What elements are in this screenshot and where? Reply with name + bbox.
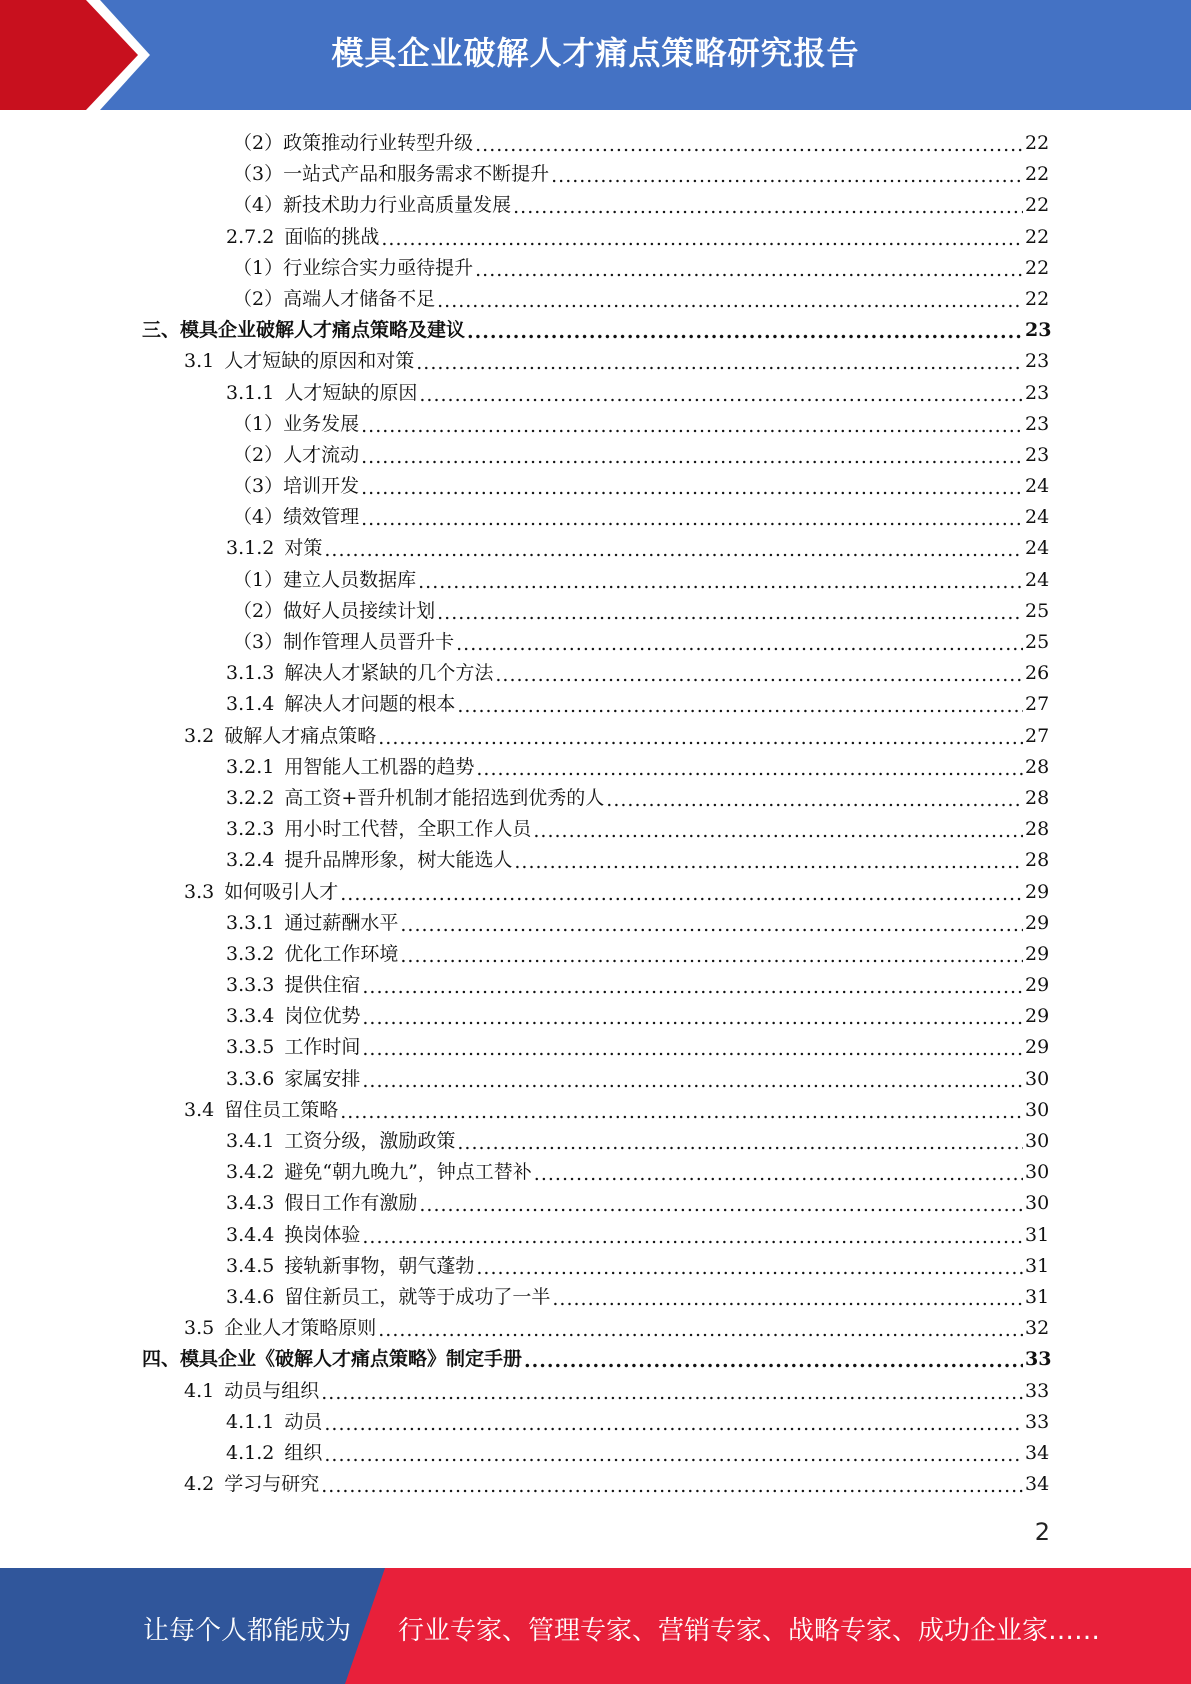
toc-entry-number: 3.5: [184, 1317, 215, 1340]
toc-entry-number: 3.2.1: [226, 755, 275, 778]
toc-entry[interactable]: [0, 1407, 1191, 1438]
toc-entry-label: 面临的挑战: [284, 225, 380, 248]
toc-entry-number: （2）: [233, 599, 284, 622]
toc-entry[interactable]: [0, 689, 1191, 720]
toc-entry[interactable]: [0, 1344, 1191, 1375]
toc-entry-label: 人才短缺的原因: [284, 381, 418, 404]
toc-entry-page: 22: [1025, 163, 1050, 186]
toc-entry[interactable]: [0, 658, 1191, 689]
toc-entry-page: 27: [1025, 724, 1050, 747]
toc-entry[interactable]: [0, 1220, 1191, 1251]
toc-entry-number: 3.2: [184, 724, 215, 747]
toc-entry-page: 29: [1025, 911, 1050, 934]
toc-entry-page: 23: [1025, 443, 1050, 466]
toc-dot-leader: [324, 1440, 1023, 1471]
toc-entry-label: 新技术助力行业高质量发展: [283, 194, 512, 217]
toc-entry-label: 三、模具企业破解人才痛点策略及建议: [142, 319, 466, 342]
page-number: 2: [1034, 1518, 1050, 1546]
footer-slogan-left: 让每个人都能成为: [143, 1616, 352, 1646]
toc-entry-page: 33: [1025, 1348, 1052, 1371]
toc-entry[interactable]: [0, 378, 1191, 409]
toc-entry[interactable]: [0, 1064, 1191, 1095]
toc-dot-leader: [400, 941, 1023, 972]
toc-entry[interactable]: [0, 596, 1191, 627]
toc-entry-number: 3.1: [184, 350, 215, 373]
toc-entry[interactable]: [0, 814, 1191, 845]
toc-entry-page: 22: [1025, 225, 1050, 248]
toc-entry[interactable]: [0, 1251, 1191, 1282]
toc-entry-page: 34: [1025, 1473, 1050, 1496]
toc-dot-leader: [456, 629, 1023, 660]
toc-entry[interactable]: [0, 190, 1191, 221]
toc-entry-number: 4.2: [184, 1473, 215, 1496]
toc-entry-number: 3.4.4: [226, 1223, 275, 1246]
toc-entry-label: 四、模具企业《破解人才痛点策略》制定手册: [142, 1348, 523, 1371]
toc-entry-label: 人才流动: [283, 443, 360, 466]
toc-entry[interactable]: [0, 1469, 1191, 1500]
toc-dot-leader: [362, 1034, 1023, 1065]
toc-entry[interactable]: [0, 908, 1191, 939]
toc-entry-page: 27: [1025, 693, 1050, 716]
toc-entry-page: 29: [1025, 880, 1050, 903]
toc-entry[interactable]: [0, 783, 1191, 814]
toc-entry-label: 破解人才痛点策略: [224, 724, 377, 747]
toc-entry[interactable]: [0, 346, 1191, 377]
toc-entry-label: 提供住宿: [284, 974, 361, 997]
toc-dot-leader: [495, 660, 1023, 691]
toc-entry-page: 28: [1025, 818, 1050, 841]
toc-entry-label: 高端人才储备不足: [283, 287, 436, 310]
toc-dot-leader: [416, 348, 1023, 379]
toc-entry-number: 3.2.3: [226, 818, 275, 841]
toc-dot-leader: [533, 816, 1023, 847]
toc-entry[interactable]: [0, 253, 1191, 284]
toc-entry-page: 24: [1025, 506, 1050, 529]
toc-entry-page: 22: [1025, 132, 1050, 154]
toc-entry-number: 3.4.5: [226, 1254, 275, 1277]
toc-entry[interactable]: [0, 471, 1191, 502]
toc-dot-leader: [606, 785, 1023, 816]
toc-entry-number: 3.3.3: [226, 974, 275, 997]
toc-entry-page: 24: [1025, 475, 1050, 498]
toc-entry[interactable]: [0, 752, 1191, 783]
toc-entry-page: 24: [1025, 537, 1050, 560]
toc-entry[interactable]: [0, 565, 1191, 596]
toc-entry-number: 4.1: [184, 1379, 215, 1402]
toc-entry[interactable]: [0, 1157, 1191, 1188]
toc-entry-label: 制作管理人员晋升卡: [283, 631, 455, 653]
toc-entry-number: （2）: [233, 443, 284, 466]
toc-entry-label: 如何吸引人才: [224, 880, 339, 903]
toc-entry-label: 企业人才策略原则: [224, 1317, 377, 1340]
toc-entry-number: （1）: [233, 256, 284, 279]
toc-dot-leader: [513, 192, 1023, 223]
report-title: 模具企业破解人才痛点策略研究报告: [331, 34, 860, 72]
footer-slogan-right: 行业专家、管理专家、营销专家、战略专家、成功企业家……: [398, 1616, 1101, 1646]
toc-dot-leader: [552, 1284, 1023, 1315]
toc-entry-label: 一站式产品和服务需求不断提升: [283, 163, 550, 186]
toc-entry-page: 23: [1025, 350, 1050, 373]
toc-dot-leader: [551, 161, 1023, 192]
toc-entry-number: （2）: [233, 287, 284, 310]
toc-entry-page: 31: [1025, 1285, 1050, 1308]
toc-dot-leader: [361, 473, 1023, 504]
toc-entry[interactable]: [0, 502, 1191, 533]
toc-dot-leader: [476, 1253, 1023, 1284]
toc-entry-number: 3.3.6: [226, 1067, 275, 1090]
toc-entry-page: 34: [1025, 1441, 1050, 1464]
toc-entry-page: 30: [1025, 1192, 1050, 1215]
toc-entry-page: 24: [1025, 568, 1050, 591]
toc-dot-leader: [378, 723, 1023, 754]
toc-entry-page: 29: [1025, 1005, 1050, 1028]
toc-entry-number: （3）: [233, 631, 284, 653]
toc-entry[interactable]: [0, 284, 1191, 315]
toc-entry-number: 2.7.2: [226, 225, 275, 248]
toc-entry-label: 组织: [284, 1441, 323, 1464]
toc-entry[interactable]: [0, 315, 1191, 346]
toc-dot-leader: [340, 1097, 1023, 1128]
toc-entry-number: 3.3.1: [226, 911, 275, 934]
toc-entry-page: 22: [1025, 256, 1050, 279]
toc-dot-leader: [321, 1378, 1023, 1409]
toc-entry[interactable]: [0, 1095, 1191, 1126]
toc-entry-number: （4）: [233, 506, 284, 529]
toc-entry[interactable]: [0, 1313, 1191, 1344]
toc-entry[interactable]: [0, 409, 1191, 440]
toc-entry-page: 23: [1025, 319, 1052, 342]
toc-entry-page: 32: [1025, 1317, 1050, 1340]
toc-dot-leader: [400, 910, 1023, 941]
toc-dot-leader: [524, 1346, 1023, 1377]
toc-entry-label: 解决人才紧缺的几个方法: [284, 662, 494, 685]
toc-dot-leader: [362, 1222, 1023, 1253]
toc-entry-number: 3.1.3: [226, 662, 275, 685]
toc-entry-label: 做好人员接续计划: [283, 599, 436, 622]
toc-entry-page: 25: [1025, 631, 1050, 653]
toc-entry[interactable]: [0, 939, 1191, 970]
toc-entry[interactable]: [0, 1032, 1191, 1063]
toc-entry-label: 假日工作有激励: [284, 1192, 418, 1215]
toc-entry[interactable]: [0, 845, 1191, 876]
toc-entry[interactable]: [0, 1376, 1191, 1407]
toc-entry-page: 23: [1025, 381, 1050, 404]
toc-entry[interactable]: [0, 1282, 1191, 1313]
toc-dot-leader: [457, 1128, 1023, 1159]
toc-entry[interactable]: [0, 877, 1191, 908]
toc-dot-leader: [340, 879, 1023, 910]
toc-entry-page: 30: [1025, 1098, 1050, 1121]
toc-entry-number: 3.3.2: [226, 942, 275, 965]
toc-entry-label: 政策推动行业转型升级: [283, 132, 474, 154]
toc-dot-leader: [467, 317, 1023, 348]
toc-entry-label: 绩效管理: [283, 506, 360, 529]
toc-dot-leader: [321, 1471, 1023, 1502]
toc-entry-page: 28: [1025, 849, 1050, 872]
toc-dot-leader: [534, 1159, 1023, 1190]
toc-dot-leader: [437, 598, 1023, 629]
toc-dot-leader: [361, 442, 1023, 473]
toc-entry-page: 23: [1025, 412, 1050, 435]
toc-entry-label: 通过薪酬水平: [284, 911, 399, 934]
toc-dot-leader: [378, 1315, 1023, 1346]
toc-entry-label: 避免“朝九晚九”，钟点工替补: [284, 1161, 532, 1184]
toc-entry-label: 解决人才问题的根本: [284, 693, 456, 716]
toc-entry-number: （3）: [233, 475, 284, 498]
toc-entry-number: 3.4.2: [226, 1161, 275, 1184]
toc-entry-label: 对策: [284, 537, 323, 560]
toc-dot-leader: [324, 1409, 1023, 1440]
toc-dot-leader: [324, 535, 1023, 566]
toc-entry-label: 换岗体验: [284, 1223, 361, 1246]
toc-entry-page: 33: [1025, 1379, 1050, 1402]
toc-entry-label: 学习与研究: [224, 1473, 320, 1496]
toc-entry-page: 28: [1025, 755, 1050, 778]
toc-entry-label: 建立人员数据库: [283, 568, 417, 591]
toc-entry-page: 22: [1025, 287, 1050, 310]
toc-dot-leader: [475, 255, 1023, 286]
toc-entry[interactable]: [0, 533, 1191, 564]
toc-entry-label: 工作时间: [284, 1036, 361, 1059]
toc-entry-label: 高工资+晋升机制才能招选到优秀的人: [284, 786, 605, 809]
toc-dot-leader: [457, 691, 1023, 722]
toc-entry-number: 3.3.5: [226, 1036, 275, 1059]
toc-entry-number: 3.3: [184, 880, 215, 903]
toc-entry-page: 31: [1025, 1223, 1050, 1246]
header-bar: [0, 0, 1191, 110]
toc-entry[interactable]: [0, 1438, 1191, 1469]
toc-entry-number: （4）: [233, 194, 284, 217]
toc-entry-page: 29: [1025, 974, 1050, 997]
toc-entry-label: 用智能人工机器的趋势: [284, 755, 475, 778]
toc-entry-label: 动员: [284, 1410, 323, 1433]
toc-entry-label: 培训开发: [283, 475, 360, 498]
toc-entry-number: （2）: [233, 132, 284, 154]
toc-entry-number: 3.4: [184, 1098, 215, 1121]
toc-dot-leader: [514, 847, 1023, 878]
toc-dot-leader: [362, 972, 1023, 1003]
toc-entry-label: 动员与组织: [224, 1379, 320, 1402]
toc-entry[interactable]: [0, 159, 1191, 190]
toc-entry-label: 优化工作环境: [284, 942, 399, 965]
toc-entry-page: 30: [1025, 1161, 1050, 1184]
toc-dot-leader: [476, 754, 1023, 785]
toc-entry-number: 3.4.3: [226, 1192, 275, 1215]
toc-dot-leader: [362, 1066, 1023, 1097]
toc-entry-page: 30: [1025, 1130, 1050, 1152]
toc-entry-number: （3）: [233, 163, 284, 186]
footer-bar: [0, 1568, 1191, 1684]
toc-entry-label: 人才短缺的原因和对策: [224, 350, 415, 373]
toc-entry-page: 29: [1025, 1036, 1050, 1059]
toc-entry-number: 3.2.4: [226, 849, 275, 872]
toc-dot-leader: [418, 567, 1023, 598]
toc-entry-number: （1）: [233, 568, 284, 591]
toc-entry-label: 业务发展: [283, 412, 360, 435]
table-of-contents: [0, 128, 1191, 1500]
toc-dot-leader: [437, 286, 1023, 317]
toc-dot-leader: [419, 380, 1023, 411]
toc-entry[interactable]: [0, 440, 1191, 471]
toc-entry-label: 工资分级，激励政策: [284, 1130, 456, 1152]
toc-entry-label: 提升品牌形象，树大能选人: [284, 849, 513, 872]
toc-entry-label: 接轨新事物，朝气蓬勃: [284, 1254, 475, 1277]
toc-entry-page: 30: [1025, 1067, 1050, 1090]
toc-entry-label: 留住新员工，就等于成功了一半: [284, 1285, 551, 1308]
toc-entry-page: 31: [1025, 1254, 1050, 1277]
toc-entry-number: 3.1.4: [226, 693, 275, 716]
toc-entry[interactable]: [0, 1126, 1191, 1157]
toc-entry-page: 22: [1025, 194, 1050, 217]
toc-entry-page: 33: [1025, 1410, 1050, 1433]
toc-entry-label: 行业综合实力亟待提升: [283, 256, 474, 279]
toc-entry-number: 4.1.1: [226, 1410, 275, 1433]
toc-entry-number: 3.1.2: [226, 537, 275, 560]
toc-entry[interactable]: [0, 222, 1191, 253]
toc-entry-number: 3.3.4: [226, 1005, 275, 1028]
toc-entry[interactable]: [0, 128, 1191, 159]
toc-entry-number: 4.1.2: [226, 1441, 275, 1464]
toc-entry-number: 3.4.1: [226, 1130, 275, 1152]
toc-entry[interactable]: [0, 1001, 1191, 1032]
toc-entry-number: 3.4.6: [226, 1285, 275, 1308]
toc-entry-label: 用小时工代替，全职工作人员: [284, 818, 532, 841]
toc-dot-leader: [362, 1003, 1023, 1034]
toc-entry[interactable]: [0, 970, 1191, 1001]
toc-entry-number: 3.2.2: [226, 786, 275, 809]
toc-entry-label: 岗位优势: [284, 1005, 361, 1028]
toc-entry[interactable]: [0, 627, 1191, 658]
toc-dot-leader: [361, 411, 1023, 442]
toc-entry[interactable]: [0, 1188, 1191, 1219]
toc-entry-page: 28: [1025, 786, 1050, 809]
toc-entry-label: 家属安排: [284, 1067, 361, 1090]
toc-entry-label: 留住员工策略: [224, 1098, 339, 1121]
toc-entry-page: 29: [1025, 942, 1050, 965]
toc-entry[interactable]: [0, 721, 1191, 752]
toc-entry-number: 3.1.1: [226, 381, 275, 404]
toc-dot-leader: [475, 130, 1023, 161]
toc-dot-leader: [381, 224, 1023, 255]
toc-entry-number: （1）: [233, 412, 284, 435]
toc-dot-leader: [361, 504, 1023, 535]
toc-entry-page: 26: [1025, 662, 1050, 685]
toc-dot-leader: [419, 1190, 1023, 1221]
toc-entry-page: 25: [1025, 599, 1050, 622]
